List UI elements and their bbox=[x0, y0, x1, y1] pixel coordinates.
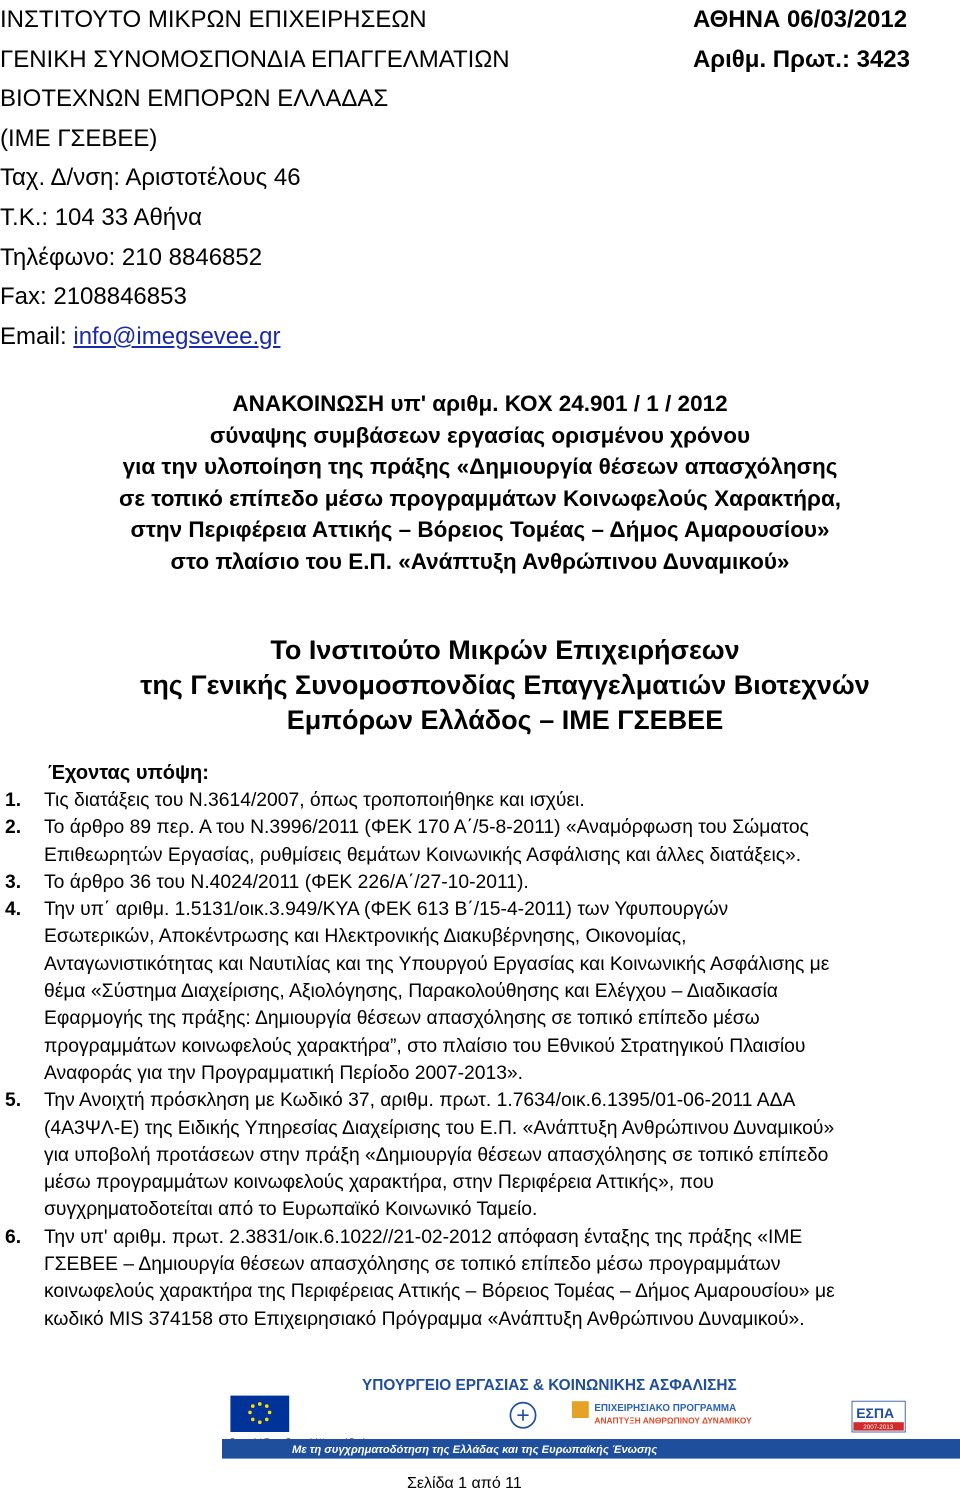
item-line: προγραμμάτων κοινωφελούς χαρακτήρα”, στο πλαίσιο του Εθνικού Στρατηγικού Πλαισίου bbox=[44, 1035, 806, 1057]
item-line: κωδικό MIS 374158 στο Επιχειρησιακό Πρόγραμμα «Ανάπτυξη Ανθρώπινου Δυναμικού». bbox=[44, 1308, 805, 1330]
email-line bbox=[0, 317, 510, 357]
item-line: μέσω προγραμμάτων κοινωφελούς χαρακτήρα, στην Περιφέρεια Αττικής», που bbox=[44, 1172, 714, 1194]
item-line: Εσωτερικών, Αποκέντρωσης και Ηλεκτρονικής Διακυβέρνησης, Οικονομίας, bbox=[44, 926, 687, 948]
list-item bbox=[0, 1087, 960, 1223]
sender-line: ΙΝΣΤΙΤΟΥΤΟ ΜΙΚΡΩΝ ΕΠΙΧΕΙΡΗΣΕΩΝ bbox=[0, 6, 427, 33]
institute-line: της Γενικής Συνομοσπονδίας Επαγγελματιών Βιοτεχνών bbox=[140, 670, 870, 700]
protocol-number: Αριθμ. Πρωτ.: 3423 bbox=[692, 45, 910, 73]
email-label: Email: bbox=[0, 322, 74, 350]
item-line: Την υπ' αριθμ. πρωτ. 2.3831/οικ.6.1022//21-02-2012 απόφαση ένταξης της πράξης «ΙΜΕ bbox=[44, 1226, 803, 1248]
list-item bbox=[0, 896, 960, 1087]
item-text bbox=[44, 787, 956, 814]
espa-logo bbox=[852, 1401, 905, 1432]
operational-programme-logo bbox=[572, 1401, 752, 1425]
document-date: ΑΘΗΝΑ 06/03/2012 bbox=[692, 6, 908, 33]
item-line: Ανταγωνιστικότητας και Ναυτιλίας και της Υπουργού Εργασίας και Κοινωνικής Ασφάλισης με bbox=[44, 953, 830, 975]
item-line: Επιθεωρητών Εργασίας, ρυθμίσεις θεμάτων Κοινωνικής Ασφάλισης και άλλες διατάξεις». bbox=[44, 844, 802, 866]
item-line: Εφαρμογής της πράξης: Δημιουργία θέσεων απασχόλησης σε τοπικό επίπεδο μέσω bbox=[44, 1008, 760, 1030]
item-number: 1. bbox=[5, 790, 22, 811]
institute-heading bbox=[0, 633, 960, 738]
item-text bbox=[44, 1087, 956, 1223]
item-line: Αναφοράς για την Προγραμματική Περίοδο 2007-2013». bbox=[44, 1062, 524, 1084]
item-text bbox=[44, 814, 956, 869]
item-line: κοινωφελούς χαρακτήρα της Περιφέρειας Αττικής – Βόρειος Τομέας – Δήμος Αμαρουσίου» με bbox=[44, 1281, 835, 1303]
item-line: συγχρηματοδοτείται από το Ευρωπαϊκό Κοινωνικό Ταμείο. bbox=[44, 1199, 538, 1221]
espa-label: ΕΣΠΑ bbox=[856, 1405, 895, 1421]
list-item bbox=[0, 1224, 960, 1333]
item-line: Το άρθρο 36 του Ν.4024/2011 (ΦΕΚ 226/Α΄/27-10-2011). bbox=[44, 871, 529, 893]
item-text bbox=[44, 869, 956, 896]
funding-banner bbox=[222, 1376, 960, 1467]
date-protocol-block bbox=[693, 0, 910, 79]
ministry-title: ΥΠΟΥΡΓΕΙΟ ΕΡΓΑΣΙΑΣ & ΚΟΙΝΩΝΙΚΗΣ ΑΣΦΑΛΙΣΗΣ bbox=[362, 1377, 737, 1394]
item-number: 5. bbox=[5, 1090, 22, 1112]
announcement-line: σύναψης συμβάσεων εργασίας ορισμένου χρόνου bbox=[209, 422, 751, 448]
list-item bbox=[0, 869, 960, 896]
eu-flag-icon bbox=[230, 1396, 289, 1432]
espa-years: 2007-2013 bbox=[863, 1424, 894, 1432]
item-number: 3. bbox=[5, 871, 22, 893]
institute-line: Το Ινστιτούτο Μικρών Επιχειρήσεων bbox=[270, 635, 740, 665]
op-subtitle: ΑΝΑΠΤΥΞΗ ΑΝΘΡΩΠΙΝΟΥ ΔΥΝΑΜΙΚΟΥ bbox=[594, 1415, 752, 1426]
item-line: Την Ανοιχτή πρόσκληση με Κωδικό 37, αριθμ. πρωτ. 1.7634/οικ.6.1395/01-06-2011 ΑΔΑ bbox=[44, 1090, 796, 1112]
sender-line: Ταχ. Δ/νση: Αριστοτέλους 46 bbox=[0, 164, 301, 192]
considerations-list bbox=[0, 787, 960, 1333]
item-number: 4. bbox=[5, 899, 22, 921]
item-text bbox=[44, 1224, 956, 1333]
item-number: 2. bbox=[5, 817, 22, 839]
announcement-line: για την υλοποίηση της πράξης «Δημιουργία θέσεων απασχόλησης bbox=[122, 454, 838, 479]
item-line: θέμα «Σύστημα Διαχείρισης, Αξιολόγησης, Παρακολούθησης και Ελέγχου – Διαδικασία bbox=[44, 981, 778, 1003]
sender-line: (ΙΜΕ ΓΣΕΒΕΕ) bbox=[0, 124, 158, 152]
sender-line: ΒΙΟΤΕΧΝΩΝ ΕΜΠΟΡΩΝ ΕΛΛΑΔΑΣ bbox=[0, 85, 389, 113]
item-line: Την υπ΄ αριθμ. 1.5131/οικ.3.949/ΚΥΑ (ΦΕΚ 613 Β΄/15-4-2011) των Υφυπουργών bbox=[44, 899, 729, 921]
sender-line: Fax: 2108846853 bbox=[0, 283, 187, 311]
announcement-line: σε τοπικό επίπεδο μέσω προγραμμάτων Κοινωφελούς Χαρακτήρα, bbox=[118, 485, 842, 511]
sender-block bbox=[0, 0, 510, 356]
banner-tagline: Με τη συγχρηματοδότηση της Ελλάδας και της Ευρωπαϊκής Ένωσης bbox=[292, 1444, 658, 1456]
announcement-line: ΑΝΑΚΟΙΝΩΣΗ υπ' αριθμ. ΚΟΧ 24.901 / 1 / 2012 bbox=[232, 391, 728, 416]
sender-line: Τηλέφωνο: 210 8846852 bbox=[0, 243, 263, 271]
item-number: 6. bbox=[5, 1226, 22, 1248]
email-link[interactable]: info@imegsevee.gr bbox=[73, 322, 281, 350]
item-line: Το άρθρο 89 περ. Α του Ν.3996/2011 (ΦΕΚ 170 Α΄/5-8-2011) «Αναμόρφωση του Σώματος bbox=[44, 817, 809, 839]
item-line: Τις διατάξεις του Ν.3614/2007, όπως τροποποιήθηκε και ισχύει. bbox=[44, 790, 585, 811]
sender-line: ΓΕΝΙΚΗ ΣΥΝΟΜΟΣΠΟΝΔΙΑ ΕΠΑΓΓΕΛΜΑΤΙΩΝ bbox=[0, 45, 510, 73]
op-title: ΕΠΙΧΕΙΡΗΣΙΑΚΟ ΠΡΟΓΡΑΜΜΑ bbox=[594, 1403, 737, 1414]
page-number: Σελίδα 1 από 11 bbox=[407, 1475, 522, 1492]
item-text bbox=[44, 896, 956, 1087]
announcement-line: στην Περιφέρεια Αττικής – Βόρειος Τομέας – Δήμος Αμαρουσίου» bbox=[130, 517, 830, 542]
considering-heading: Έχοντας υπόψη: bbox=[48, 762, 209, 784]
list-item bbox=[0, 787, 960, 814]
item-line: (4Α3ΨΛ-Ε) της Ειδικής Υπηρεσίας Διαχείρισης του Ε.Π. «Ανάπτυξη Ανθρώπινου Δυναμικού» bbox=[44, 1117, 835, 1139]
sender-line: Τ.Κ.: 104 33 Αθήνα bbox=[0, 203, 203, 231]
announcement-title bbox=[0, 388, 960, 577]
item-line: για υποβολή προτάσεων στην πράξη «Δημιουργία θέσεων απασχόλησης σε τοπικό επίπεδο bbox=[44, 1144, 829, 1166]
announcement-line: στο πλαίσιο του Ε.Π. «Ανάπτυξη Ανθρώπινου Δυναμικού» bbox=[170, 548, 790, 574]
institute-line: Εμπόρων Ελλάδος – ΙΜΕ ΓΣΕΒΕΕ bbox=[286, 705, 724, 735]
list-item bbox=[0, 814, 960, 869]
item-line: ΓΣΕΒΕΕ – Δημιουργία θέσεων απασχόλησης σε τοπικό επίπεδο μέσω προγραμμάτων bbox=[44, 1254, 781, 1276]
